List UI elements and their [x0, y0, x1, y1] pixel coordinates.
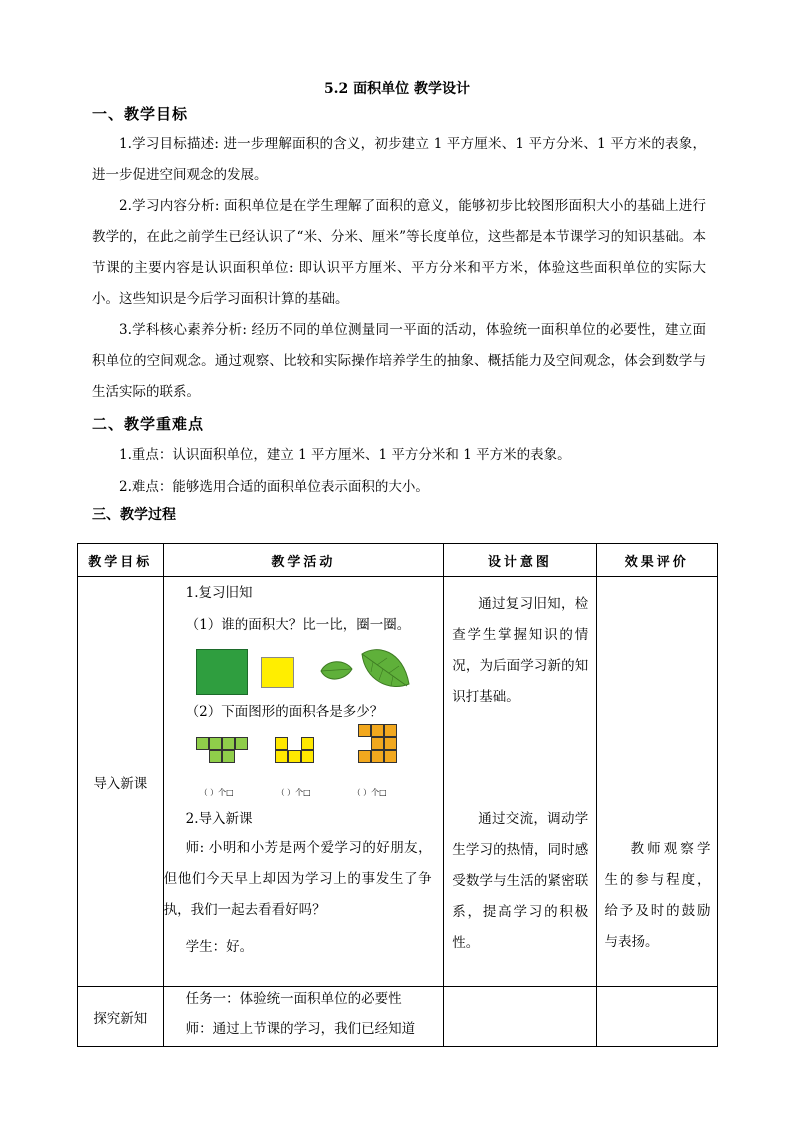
evaluation-text: 教师观察学生的参与程度，给予及时的鼓励与表扬。 [604, 841, 711, 950]
activity-question-2: （2）下面图形的面积各是多少？ [185, 704, 384, 720]
paragraph-difficulty: 2.难点：能够选用合适的面积单位表示面积的大小。 [119, 479, 429, 495]
orange-grid-shape [358, 724, 397, 763]
row2-activity [163, 987, 444, 1047]
table-header-row [78, 544, 718, 577]
row2-goal [78, 987, 164, 1047]
activity-question-1: （1）谁的面积大？比一比，圈一圈。 [185, 617, 411, 633]
row2-evaluation [596, 987, 717, 1047]
paragraph-objective-2: 2.学习内容分析: 面积单位是在学生理解了面积的意义，能够初步比较图形面积大小的基础上进行教学的，在此之前学生已经认识了“米、分米、厘米”等长度单位，这些都是本节课学习的知识基础。本节课的主要内容是认识面积单位: 即认识平方厘米、平方分米和平方米，体验这些面积单位的实际大小。这些知识是今后学习面积计算的基础。 [92, 198, 706, 307]
small-leaf-icon [319, 659, 353, 683]
section-heading-process: 三、教学过程 [92, 507, 176, 523]
row1-goal-label: 导入新课 [93, 775, 148, 792]
table-row [78, 577, 718, 987]
paragraph-objective-1: 1.学习目标描述: 进一步理解面积的含义，初步建立 1 平方厘米、1 平方分米、1 平方米的表象，进一步促进空间观念的发展。 [92, 136, 706, 183]
section-heading-key-points: 二、教学重难点 [92, 415, 205, 433]
header-evaluation: 效果评价 [596, 544, 717, 577]
header-goal: 教学目标 [78, 544, 164, 577]
large-leaf-icon [359, 644, 411, 692]
intent-introduction: 通过交流，调动学生学习的热情，同时感受数学与生活的紧密联系，提高学习的积极性。 [452, 811, 589, 951]
count-blank-1: （ ）个□ [199, 788, 234, 797]
intent-review: 通过复习旧知，检查学生掌握知识的情况，为后面学习新的知识打基础。 [452, 596, 589, 705]
count-blank-3: （ ）个□ [352, 788, 387, 797]
activity-task-one-teacher: 师：通过上节课的学习，我们已经知道 [185, 1021, 416, 1037]
row2-goal-label: 探究新知 [93, 1010, 148, 1027]
count-blank-2: （ ）个□ [276, 788, 311, 797]
row1-activity [163, 577, 444, 987]
row1-evaluation [596, 577, 717, 987]
row1-goal [78, 577, 164, 987]
yellow-square-shape [261, 657, 294, 688]
section-heading-objectives: 一、教学目标 [92, 105, 189, 123]
yellow-grid-shape [275, 737, 314, 763]
green-square-shape [196, 649, 248, 695]
activity-student-reply: 学生：好。 [185, 939, 254, 955]
paragraph-key-point: 1.重点：认识面积单位，建立 1 平方厘米、1 平方分米和 1 平方米的表象。 [119, 447, 571, 463]
header-activity: 教学活动 [163, 544, 444, 577]
activity-task-one: 任务一：体验统一面积单位的必要性 [185, 991, 402, 1007]
row2-intent [444, 987, 596, 1047]
paragraph-objective-3: 3.学科核心素养分析: 经历不同的单位测量同一平面的活动，体验统一面积单位的必要性，建立面积单位的空间观念。通过观察、比较和实际操作培养学生的抽象、概括能力及空间观念，体会到数学与生活实际的联系。 [92, 322, 706, 400]
table-row [78, 987, 718, 1047]
activity-review-heading: 1.复习旧知 [185, 585, 253, 601]
header-intent: 设计意图 [444, 544, 596, 577]
row1-intent [444, 577, 596, 987]
activity-teacher-dialogue: 师: 小明和小芳是两个爱学习的好朋友，但他们今天早上却因为学习上的事发生了争执，我们一起去看看好吗？ [163, 840, 432, 918]
lesson-process-table [77, 543, 718, 1047]
green-grid-shape [196, 737, 248, 763]
document-title: 5.2 面积单位 教学设计 [323, 81, 471, 97]
activity-intro-heading: 2.导入新课 [185, 811, 253, 827]
